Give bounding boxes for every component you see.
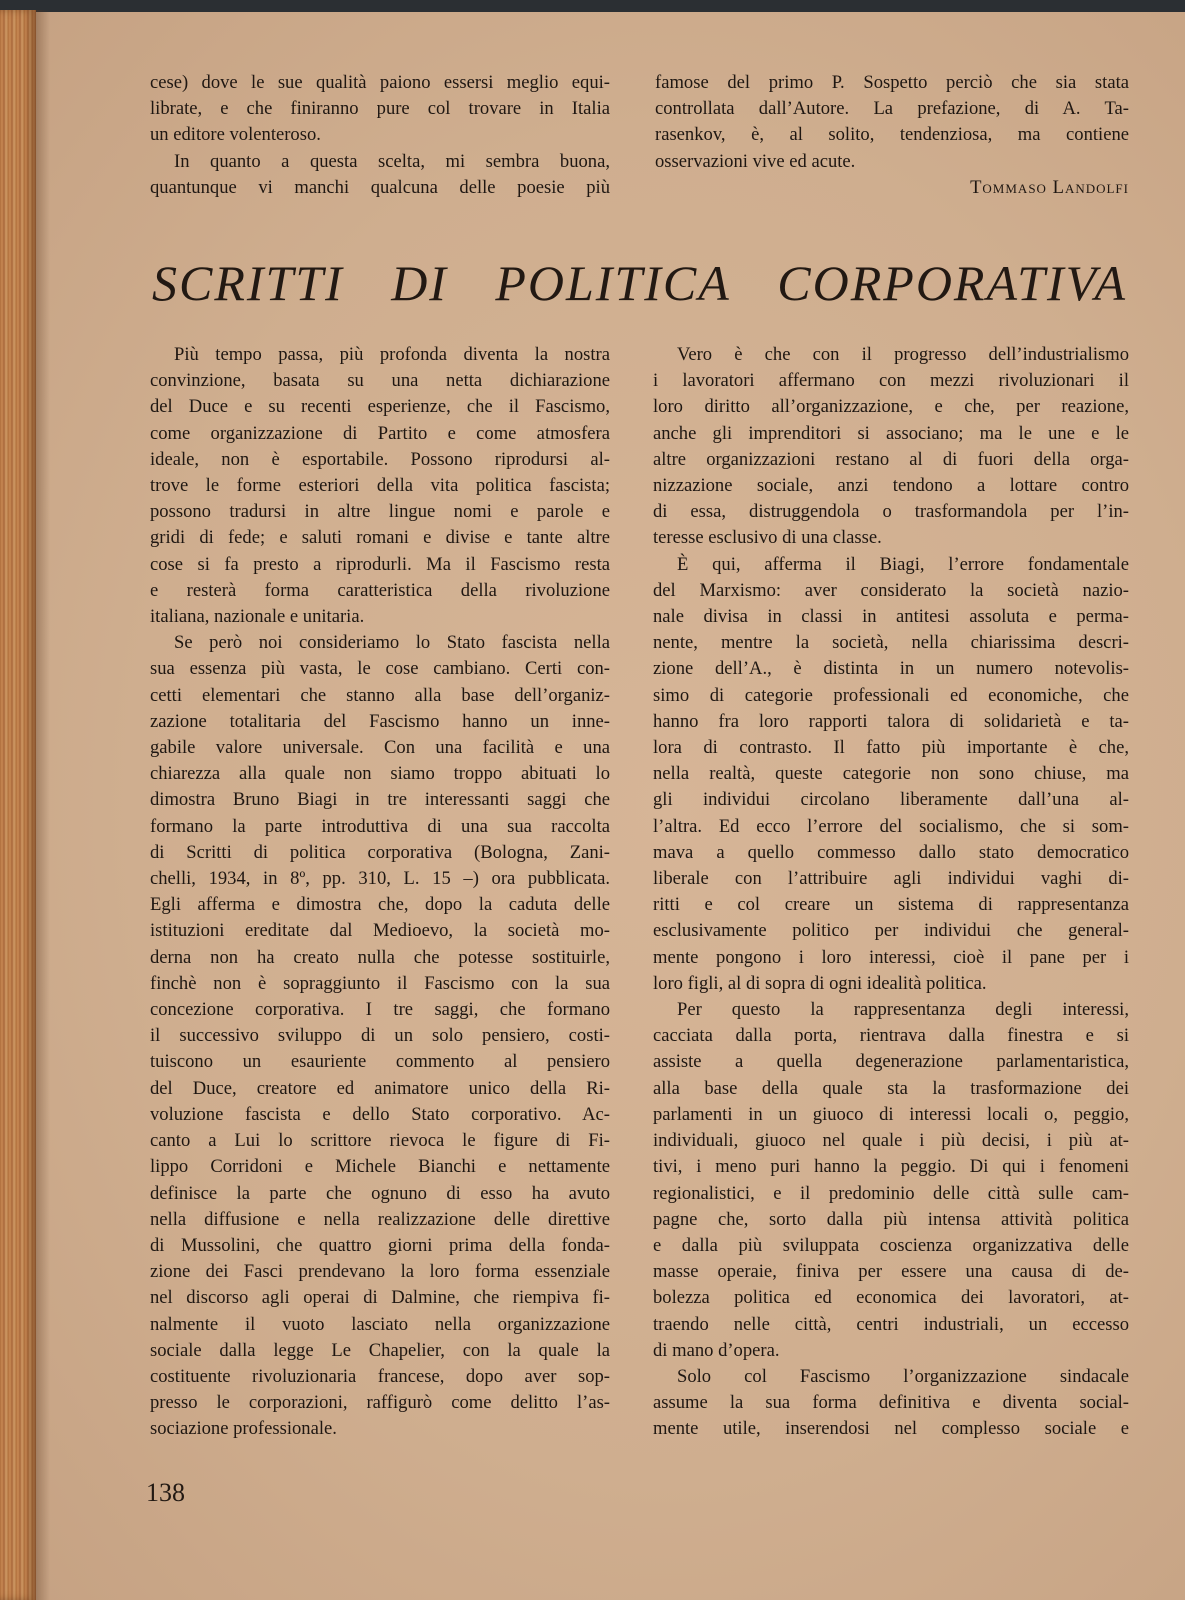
text-line: voluzione fascista e dello Stato corporativo. Ac-: [150, 1103, 610, 1125]
text-line: l’altra. Ed ecco l’errore del socialismo, che si som-: [653, 815, 1129, 837]
text-line: nizzazione sociale, anzi tendono a lottare contro: [653, 475, 1129, 497]
text-line: anche gli imprenditori si associano; ma le une e le: [653, 422, 1129, 444]
text-line: possono tradursi in altre lingue nomi e parole e: [150, 501, 610, 523]
text-line: i lavoratori affermano con mezzi rivoluzionari il: [653, 370, 1129, 392]
text-line: loro diritto all’organizzazione, e che, per reazione,: [653, 396, 1129, 418]
text-line: traendo nelle città, centri industriali, un eccesso: [653, 1313, 1129, 1335]
text-line: di mano d’opera.: [653, 1339, 780, 1361]
text-line: di Mussolini, che quattro giorni prima della fonda-: [150, 1234, 610, 1256]
text-line: zione dell’A., è distinta in un numero notevolis-: [653, 658, 1129, 680]
text-line: lora di contrasto. Il fatto più importante è che,: [653, 737, 1129, 759]
text-line: ritti e col creare un sistema di rappresentanza: [653, 894, 1129, 916]
text-line: formano la parte introduttiva di una sua raccolta: [150, 815, 610, 837]
article-headline: SCRITTI DI POLITICA CORPORATIVA: [152, 255, 1127, 311]
text-line: chelli, 1934, in 8º, pp. 310, L. 15 –) ora pubblicata.: [150, 868, 610, 890]
text-line: tuiscono un esauriente commento al pensiero: [150, 1051, 610, 1073]
text-line: liberale con l’attribuire agli individui vaghi di-: [653, 868, 1129, 890]
text-line: definisce la parte che ognuno di esso ha avuto: [150, 1182, 610, 1204]
text-line: del Duce e su recenti esperienze, che il Fascismo,: [150, 396, 610, 418]
text-line: Solo col Fascismo l’organizzazione sindacale: [677, 1365, 1129, 1387]
text-line: cose si fa presto a riprodurli. Ma il Fascismo resta: [150, 553, 610, 575]
text-line: Egli afferma e dimostra che, dopo la caduta delle: [150, 894, 610, 916]
text-line: chiarezza alla quale non siamo troppo abituati lo: [150, 763, 610, 785]
text-line: sociale dalla legge Le Chapelier, con la quale la: [150, 1339, 610, 1361]
text-line: altre organizzazioni restano al di fuori della orga-: [653, 448, 1129, 470]
text-line: gli individui circolano liberamente dall’una al-: [653, 789, 1129, 811]
main-right-column: [653, 342, 1129, 1443]
text-line: istituzioni ereditate dal Medioevo, la società mo-: [150, 920, 610, 942]
text-line: Più tempo passa, più profonda diventa la nostra: [174, 344, 610, 365]
text-line: rasenkov, è, al solito, tendenziosa, ma contiene: [655, 124, 1129, 146]
text-line: controllata dall’Autore. La prefazione, di A. Ta-: [655, 98, 1129, 120]
text-line: del Marxismo: aver considerato la società nazio-: [653, 579, 1129, 601]
text-line: finchè non è sopraggiunto il Fascismo con la sua: [150, 972, 610, 994]
text-line: il successivo sviluppo di un solo pensiero, costi-: [150, 1025, 610, 1047]
text-line: nella diffusione e nella realizzazione delle direttive: [150, 1208, 610, 1230]
text-line: mava a quello commesso dallo stato democratico: [653, 841, 1129, 863]
text-line: italiana, nazionale e unitaria.: [150, 606, 365, 628]
text-line: sociazione professionale.: [150, 1418, 337, 1440]
text-line: nalmente il vuoto lasciato nella organizzazione: [150, 1313, 610, 1335]
text-line: trove le forme esteriori della vita politica fascista;: [150, 475, 610, 497]
spine-shadow: [36, 10, 50, 1600]
text-line: lippo Corridoni e Michele Bianchi e nettamente: [150, 1156, 610, 1178]
top-right-column: [655, 70, 1129, 201]
text-line: bolezza politica ed economica dei lavoratori, at-: [653, 1287, 1129, 1309]
text-line: Per questo la rappresentanza degli interessi,: [677, 999, 1129, 1021]
text-line: presso le corporazioni, raffigurò come delitto l’as-: [150, 1392, 610, 1414]
text-line: cese) dove le sue qualità paiono essersi meglio equi-: [150, 72, 610, 93]
text-line: masse operaie, finiva per essere una causa di de-: [653, 1261, 1129, 1283]
text-line: mente pongono i loro interessi, cioè il pane per i: [653, 946, 1129, 968]
text-line: È qui, afferma il Biagi, l’errore fondamentale: [677, 553, 1129, 575]
text-line: e resterà forma caratteristica della rivoluzione: [150, 579, 610, 601]
book-spine: [0, 10, 36, 1600]
text-line: simo di categorie professionali ed economiche, che: [653, 684, 1129, 706]
text-line: dimostra Bruno Biagi in tre interessanti saggi che: [150, 789, 610, 811]
text-line: assume la sua forma definitiva e diventa social-: [653, 1392, 1129, 1414]
top-edge: [0, 0, 1185, 12]
text-line: hanno fra loro rapporti talora di solidarietà e ta-: [653, 710, 1129, 732]
text-line: come organizzazione di Partito e come atmosfera: [150, 422, 610, 444]
text-line: gabile valore universale. Con una facilità e una: [150, 737, 610, 759]
text-line: convinzione, basata su una netta dichiarazione: [150, 370, 610, 392]
text-line: osservazioni vive ed acute.: [655, 150, 856, 172]
text-line: alla base della quale sta la trasformazione dei: [653, 1077, 1129, 1099]
text-line: tivi, i meno puri hanno la peggio. Di qui i fenomeni: [653, 1156, 1129, 1178]
text-line: teresse esclusivo di una classe.: [653, 527, 882, 549]
text-line: e dalla più sviluppata coscienza organizzativa delle: [653, 1234, 1129, 1256]
text-line: di essa, distruggendola o trasformandola per l’in-: [653, 501, 1129, 523]
author-signature: Tommaso Landolfi: [970, 176, 1129, 198]
text-line: quantunque vi manchi qualcuna delle poesie più: [150, 176, 610, 198]
text-line: gridi di fede; e saluti romani e divise e tante altre: [150, 527, 610, 549]
text-line: zione dei Fasci prendevano la loro forma essenziale: [150, 1261, 610, 1283]
text-line: ideale, non è esportabile. Possono riprodursi al-: [150, 448, 610, 470]
page-number: 138: [146, 1478, 185, 1507]
text-line: pagne che, sorto dalla più intensa attività politica: [653, 1208, 1129, 1230]
text-line: cetti elementari che stanno alla base dell’organiz-: [150, 684, 610, 706]
text-line: cacciata dalla porta, rientrava dalla finestra e si: [653, 1025, 1129, 1047]
text-line: un editore volenteroso.: [150, 124, 321, 146]
text-line: Se però noi consideriamo lo Stato fascista nella: [174, 632, 610, 654]
text-line: costituente rivoluzionaria francese, dopo aver sop-: [150, 1365, 610, 1387]
text-line: canto a Lui lo scrittore rievoca le figure di Fi-: [150, 1130, 610, 1152]
main-left-column: [150, 342, 610, 1443]
text-line: In quanto a questa scelta, mi sembra buona,: [174, 150, 610, 172]
text-line: parlamenti in un giuoco di interessi locali o, peggio,: [653, 1103, 1129, 1125]
text-line: nel discorso agli operai di Dalmine, che riempiva fi-: [150, 1287, 610, 1309]
text-line: loro figli, al di sopra di ogni idealità politica.: [653, 972, 987, 994]
text-line: regionalistici, e il predominio delle città sulle cam-: [653, 1182, 1129, 1204]
text-line: Vero è che con il progresso dell’industrialismo: [677, 344, 1129, 365]
text-line: di Scritti di politica corporativa (Bologna, Zani-: [150, 841, 610, 863]
text-line: nella realtà, queste categorie non sono chiuse, ma: [653, 763, 1129, 785]
text-line: nale divisa in classi in antitesi assoluta e perma-: [653, 606, 1129, 628]
text-line: assiste a quella degenerazione parlamentaristica,: [653, 1051, 1129, 1073]
top-left-column: [150, 70, 610, 201]
text-line: famose del primo P. Sospetto perciò che sia stata: [655, 72, 1129, 93]
text-line: concezione corporativa. I tre saggi, che formano: [150, 999, 610, 1021]
text-line: mente utile, inserendosi nel complesso sociale e: [653, 1418, 1129, 1440]
text-line: del Duce, creatore ed animatore unico della Ri-: [150, 1077, 610, 1099]
text-line: librate, e che finiranno pure col trovare in Italia: [150, 98, 610, 120]
text-line: sua essenza più vasta, le cose cambiano. Certi con-: [150, 658, 610, 680]
text-line: individuali, giuoco nel quale i più decisi, i più at-: [653, 1130, 1129, 1152]
text-line: derna non ha creato nulla che potesse sostituirle,: [150, 946, 610, 968]
text-line: zazione totalitaria del Fascismo hanno un inne-: [150, 710, 610, 732]
text-line: esclusivamente politico per individui che general-: [653, 920, 1129, 942]
text-line: nente, mentre la società, nella chiarissima descri-: [653, 632, 1129, 654]
